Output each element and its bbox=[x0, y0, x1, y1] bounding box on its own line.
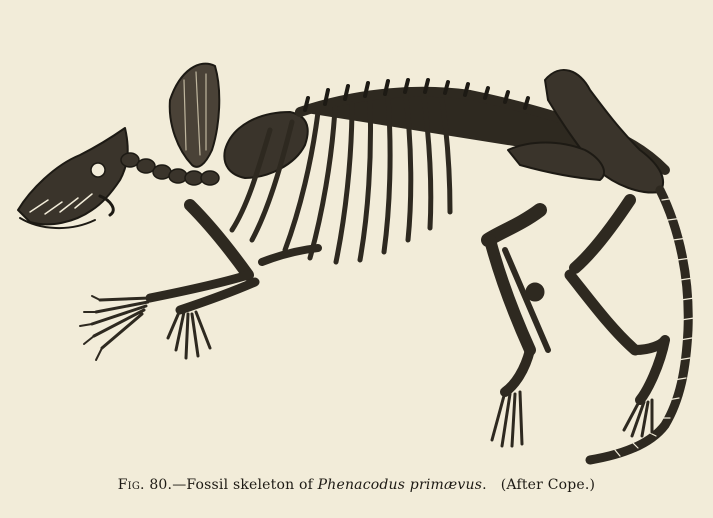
caption-credit: (After Cope.) bbox=[500, 477, 596, 493]
skull bbox=[18, 128, 128, 228]
scapula bbox=[170, 64, 220, 167]
species-name: Phenacodus primævus bbox=[317, 477, 483, 493]
caption-suffix: . bbox=[482, 477, 487, 493]
hind-limb bbox=[488, 200, 635, 350]
figure-caption bbox=[0, 477, 713, 493]
caption-prefix: —Fossil skeleton of bbox=[172, 477, 318, 493]
figure-number: Fig. 80. bbox=[117, 477, 173, 493]
hind-feet bbox=[492, 340, 665, 446]
